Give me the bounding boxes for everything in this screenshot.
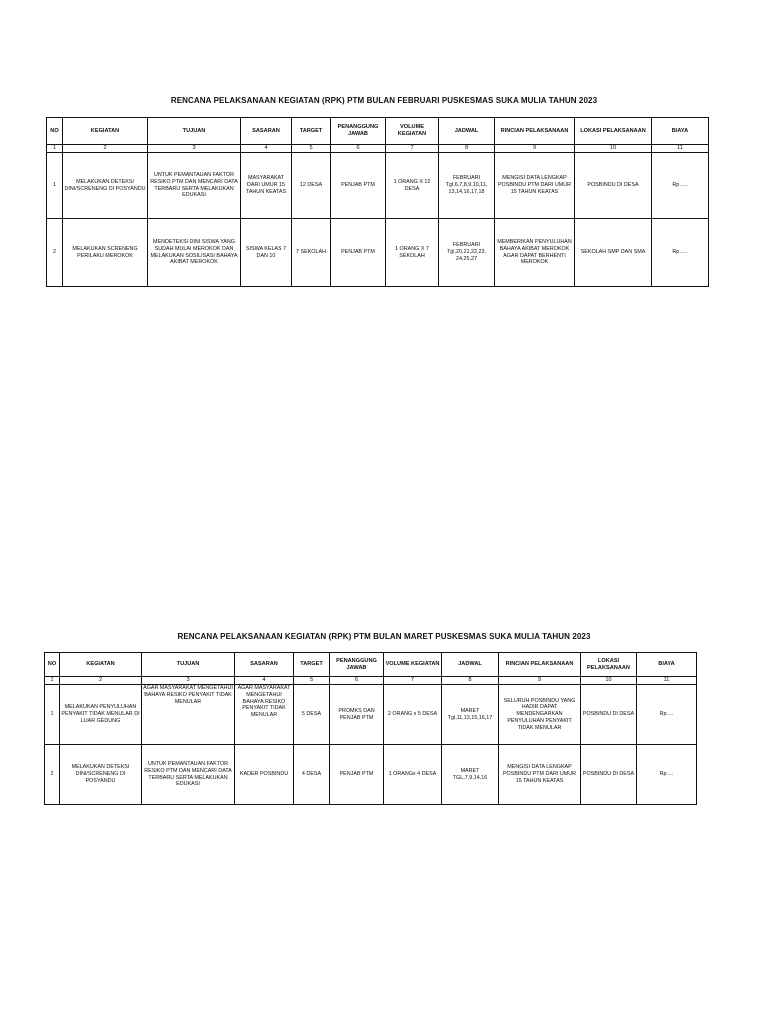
table-cell: MENGISI DATA LENGKAP POSBINDU PTM DARI UMUR 15 TAHUN KEATAS [499,745,581,805]
header-cell: LOKASI PELAKSANAAN [581,653,637,677]
header-cell: KEGIATAN [63,118,148,145]
table-cell: 12 DESA [292,153,331,219]
table-cell: PENJAB PTM [331,153,386,219]
rpk-maret-title: RENCANA PELAKSANAAN KEGIATAN (RPK) PTM BULAN MARET PUSKESMAS SUKA MULIA TAHUN 2023 [177,632,591,641]
header-cell: BIAYA [637,653,697,677]
column-number: 11 [637,677,697,685]
table-row [47,219,709,287]
table-cell: 4 DESA [294,745,330,805]
column-number-row [47,145,709,153]
table-cell: MELAKUKAN DETEKSI DINI/SCRENENG DI POSYANDU [63,153,148,219]
column-number: 2 [63,145,148,153]
header-cell: TUJUAN [148,118,241,145]
column-number: 5 [292,145,331,153]
column-number: 6 [331,145,386,153]
column-number: 8 [442,677,499,685]
column-number: 4 [241,145,292,153]
header-cell: LOKASI PELAKSANAAN [575,118,652,145]
table-cell: MEMBERIKAN PENYULUHAN BAHAYA AKIBAT MEROKOK AGAR DAPAT BERHENTI MEROKOK [495,219,575,287]
table-cell: 1 ORANG X 7 SEKOLAH [386,219,439,287]
table-cell: PENJAB PTM [331,219,386,287]
table-cell: MARET TGL,7,9,14,16 [442,745,499,805]
header-cell: SASARAN [235,653,294,677]
table-cell: MASYARAKAT DARI UMUR 15 TAHUN KEATAS [241,153,292,219]
table-cell: Rp…. [637,685,697,745]
header-cell: VOLUME KEGIATAN [384,653,442,677]
column-number: 9 [495,145,575,153]
table-cell: Rp….. [652,153,709,219]
header-cell: PENANGGUNG JAWAB [330,653,384,677]
column-number: 10 [581,677,637,685]
table-cell: MELAKUKAN SCRENENG PERILAKU MEROKOK [63,219,148,287]
table-cell: MENDETEKSI DINI SISWA YANG SUDAH MULAI MEROKOK DAN MELAKUKAN SOSILISASI BAHAYA AKIBAT MEROKOK [148,219,241,287]
rpk-februari-table [46,117,709,287]
header-cell: TUJUAN [142,653,235,677]
table-cell: 5 DESA [294,685,330,745]
table-cell: 1 [45,685,60,745]
header-row [47,118,709,145]
column-number: 3 [142,677,235,685]
column-number: 10 [575,145,652,153]
table-cell: SELURUH POSBINDU YANG HADIR DAPAT MENDENGARKAN PENYULUHAN PENYAKIT TIDAK MENULAR [499,685,581,745]
column-number: 9 [499,677,581,685]
table-cell: SEKOLAH SMP DAN SMA [575,219,652,287]
header-cell: BIAYA [652,118,709,145]
column-number: 6 [330,677,384,685]
header-cell: VOLUME KEGIATAN [386,118,439,145]
table-cell: MELAKUKAN PENYULUHAN PENYAKIT TIDAK MENULAR DI LUAR GEDUNG [60,685,142,745]
header-cell: TARGET [294,653,330,677]
table-cell: POSBINDU DI DESA [581,745,637,805]
table-cell: PROMKS DAN PENJAB PTM [330,685,384,745]
table-cell: 2 [47,219,63,287]
header-row [45,653,697,677]
column-number: 7 [384,677,442,685]
table-cell: AGAR MASYARAKAT MENGETAHUI BAHAYA RESIKO PENYAKIT TIDAK MENULAR [235,685,294,745]
table-row [47,153,709,219]
table-cell: Rp….. [652,219,709,287]
table-cell: AGAR MASYARAKAT MENGETAHUI BAHAYA RESIKO PENYAKIT TIDAK MENULAR [142,685,235,745]
table-cell: Rp…. [637,745,697,805]
table-cell: MARET Tgl,11,13,15,16,17 [442,685,499,745]
column-number: 3 [148,145,241,153]
header-cell: RINCIAN PELAKSANAAN [495,118,575,145]
column-number: 1 [47,145,63,153]
table-cell: 1 ORANGx 4 DESA [384,745,442,805]
rpk-maret-table [44,652,697,805]
table-cell: FEBRUARI Tgl,20,21,22,23, 24,25,27 [439,219,495,287]
header-cell: SASARAN [241,118,292,145]
table-cell: FEBRUARI Tgl,6,7,8,9,10,11, 13,14,16,17,18 [439,153,495,219]
header-cell: KEGIATAN [60,653,142,677]
table-cell: MENGISI DATA LENGKAP POSBINDU PTM DARI UMUR 15 TAHUN KEATAS [495,153,575,219]
table-cell: UNTUK PEMANTAUAN FAKTOR RESIKO PTM DAN MENCARI DATA TERBARU SERTA MELAKUKAN EDUKASI [142,745,235,805]
rpk-februari-title: RENCANA PELAKSANAAN KEGIATAN (RPK) PTM BULAN FEBRUARI PUSKESMAS SUKA MULIA TAHUN 2023 [170,96,598,105]
header-cell: RINCIAN PELAKSANAAN [499,653,581,677]
table-cell: 1 ORANG X 12 DESA [386,153,439,219]
table-cell: KADER POSBINDU [235,745,294,805]
column-number: 7 [386,145,439,153]
column-number: 11 [652,145,709,153]
table-cell: POSBINDU DI DESA [575,153,652,219]
table-cell: SISWA KELAS 7 DAN 10 [241,219,292,287]
table-cell: 2 [45,745,60,805]
header-cell: JADWAL [442,653,499,677]
table-cell: MELAKUKAN DETEKSI DINI/SCRENENG DI POSYANDU [60,745,142,805]
header-cell: TARGET [292,118,331,145]
table-cell: POSBINDU DI DESA [581,685,637,745]
column-number: 8 [439,145,495,153]
table-cell: UNTUK PEMANTAUAN FAKTOR RESIKO PTM DAN MENCARI DATA TERBARU SERTA MELAKUKAN EDUKASI [148,153,241,219]
header-cell: NO [45,653,60,677]
column-number: 2 [60,677,142,685]
column-number: 4 [235,677,294,685]
column-number: 5 [294,677,330,685]
table-cell: 1 [47,153,63,219]
table-cell: PENJAB PTM [330,745,384,805]
header-cell: PENANGGUNG JAWAB [331,118,386,145]
table-cell: 2 ORANG x 5 DESA [384,685,442,745]
table-row [45,685,697,745]
column-number: 1 [45,677,60,685]
header-cell: NO [47,118,63,145]
table-row [45,745,697,805]
header-cell: JADWAL [439,118,495,145]
table-cell: 7 SEKOLAH [292,219,331,287]
column-number-row [45,677,697,685]
